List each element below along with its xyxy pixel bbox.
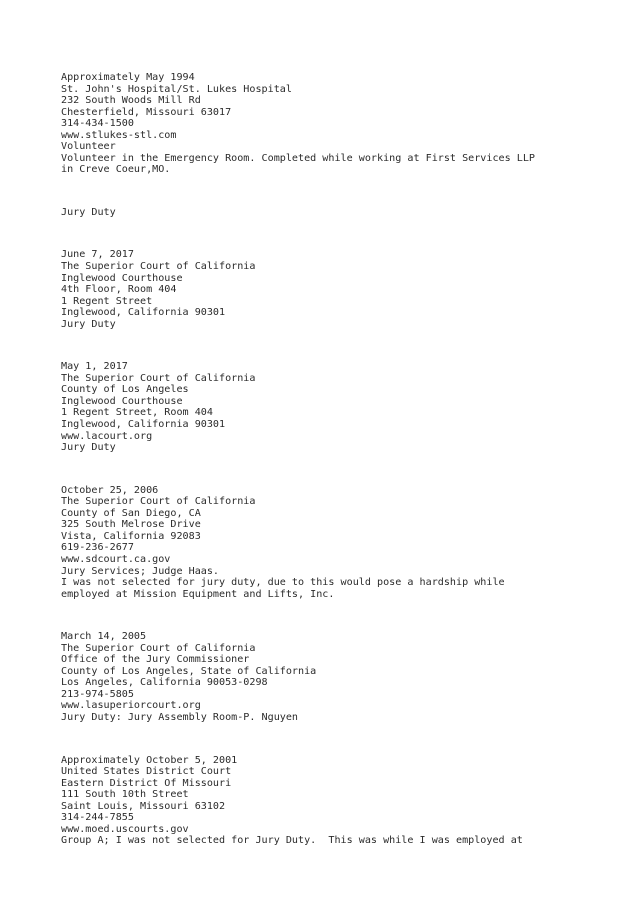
entry-line: 111 South 10th Street — [61, 789, 189, 801]
entry-line: www.lasuperiorcourt.org — [61, 700, 201, 712]
entry-line: www.moed.uscourts.gov — [61, 823, 189, 835]
section-heading: Jury Duty — [61, 206, 116, 218]
spacer — [61, 724, 601, 755]
entry-line: County of San Diego, CA — [61, 507, 201, 519]
jury-entry — [61, 361, 601, 453]
entry-line: I was not selected for jury duty, due to this would pose a hardship while — [61, 577, 505, 589]
entry-line: Volunteer — [61, 141, 116, 153]
entry-line: 1 Regent Street — [61, 295, 153, 307]
spacer — [61, 600, 601, 631]
entry-line: Saint Louis, Missouri 63102 — [61, 800, 226, 812]
entry-line: 4th Floor, Room 404 — [61, 284, 177, 296]
entry-line: Approximately October 5, 2001 — [61, 754, 238, 766]
entry-line: The Superior Court of California — [61, 261, 256, 273]
entry-line: Jury Duty: Jury Assembly Room-P. Nguyen — [61, 711, 299, 723]
entry-line: Eastern District Of Missouri — [61, 777, 232, 789]
document-content — [61, 72, 601, 847]
entry-line: March 14, 2005 — [61, 631, 147, 643]
entry-line: 619-236-2677 — [61, 542, 134, 554]
jury-entry — [61, 755, 601, 847]
entry-line: County of Los Angeles, State of California — [61, 665, 317, 677]
entry-line: www.stlukes-stl.com — [61, 129, 177, 141]
entry-line: 1 Regent Street, Room 404 — [61, 407, 213, 419]
entry-line: Office of the Jury Commissioner — [61, 654, 250, 666]
entry-line: Vista, California 92083 — [61, 530, 201, 542]
entry-line: Inglewood Courthouse — [61, 272, 183, 284]
volunteer-entry — [61, 72, 601, 176]
entry-line: Volunteer in the Emergency Room. Completed while working at First Services LLP — [61, 152, 536, 164]
entry-line: Jury Duty — [61, 318, 116, 330]
entry-line: www.sdcourt.ca.gov — [61, 553, 171, 565]
entry-line: Group A; I was not selected for Jury Duty. This was while I was employed at — [61, 835, 523, 847]
entry-line: The Superior Court of California — [61, 372, 256, 384]
entry-line: 213-974-5805 — [61, 688, 134, 700]
entry-line: Jury Duty — [61, 442, 116, 454]
entry-line: 314-434-1500 — [61, 118, 134, 130]
entry-line: Approximately May 1994 — [61, 72, 195, 83]
spacer — [61, 218, 601, 249]
entry-line: in Creve Coeur,MO. — [61, 164, 171, 176]
entry-line: The Superior Court of California — [61, 496, 256, 508]
entry-line: 325 South Melrose Drive — [61, 519, 201, 531]
entry-line: June 7, 2017 — [61, 249, 134, 261]
spacer — [61, 454, 601, 485]
entry-line: St. John's Hospital/St. Lukes Hospital — [61, 83, 292, 95]
entry-line: The Superior Court of California — [61, 642, 256, 654]
entry-line: Inglewood, California 90301 — [61, 419, 226, 431]
entry-line: United States District Court — [61, 766, 232, 778]
entry-line: May 1, 2017 — [61, 361, 128, 373]
jury-entry — [61, 249, 601, 330]
jury-entry — [61, 485, 601, 600]
entry-line: www.lacourt.org — [61, 430, 153, 442]
entry-line: October 25, 2006 — [61, 484, 159, 496]
entry-line: County of Los Angeles — [61, 384, 189, 396]
entry-line: 232 South Woods Mill Rd — [61, 95, 201, 107]
entry-line: employed at Mission Equipment and Lifts, Inc. — [61, 588, 335, 600]
entry-line: Jury Services; Judge Haas. — [61, 565, 220, 577]
entry-line: Inglewood, California 90301 — [61, 307, 226, 319]
spacer — [61, 176, 601, 207]
spacer — [61, 330, 601, 361]
jury-entry — [61, 631, 601, 723]
entry-line: Los Angeles, California 90053-0298 — [61, 677, 268, 689]
entry-line: Chesterfield, Missouri 63017 — [61, 106, 232, 118]
entry-line: 314-244-7855 — [61, 812, 134, 824]
entry-line: Inglewood Courthouse — [61, 395, 183, 407]
